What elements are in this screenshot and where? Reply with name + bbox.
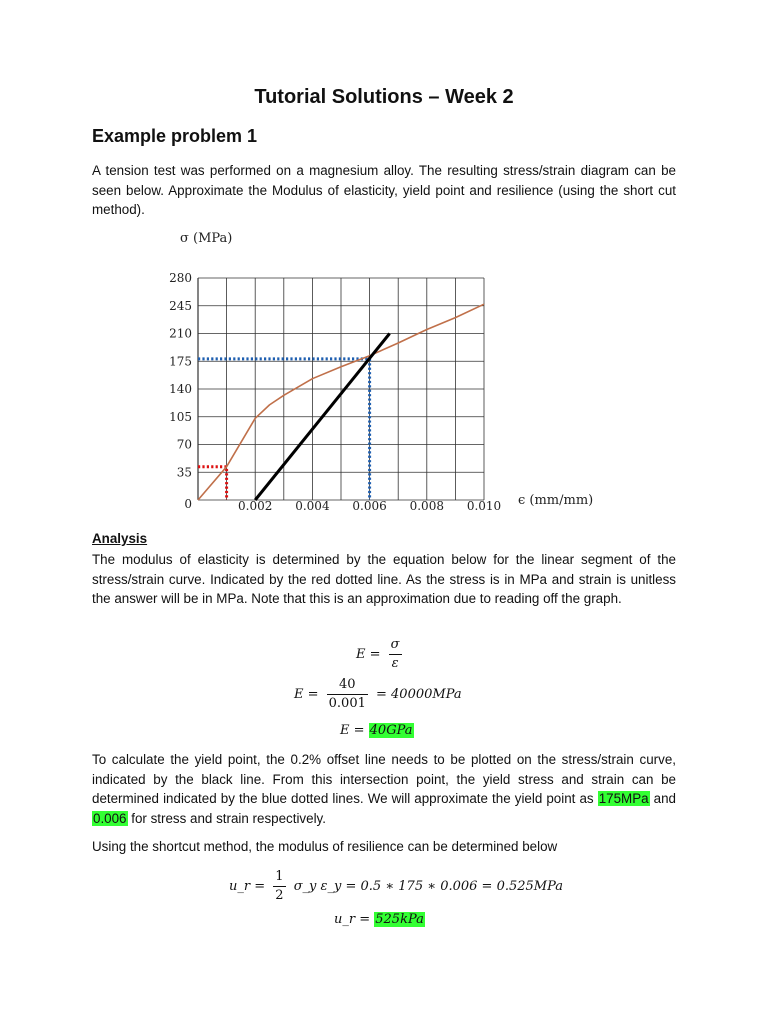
equation-modulus-definition — [356, 636, 406, 673]
analysis-heading: Analysis — [92, 531, 148, 546]
eq4-fraction — [273, 868, 285, 905]
resilience-paragraph: Using the shortcut method, the modulus of resilience can be determined below — [92, 839, 558, 854]
y-tick-label: 105 — [169, 409, 192, 424]
eq2-fraction — [327, 676, 368, 713]
eq3-lhs: E = — [340, 723, 369, 738]
y-tick-label: 210 — [169, 326, 192, 341]
eq2-lhs: E = — [294, 687, 319, 702]
yield-text-part2: and — [649, 791, 676, 807]
y-tick-label: 140 — [169, 382, 192, 396]
yield-strain-highlight: 0.006 — [93, 810, 127, 826]
y-axis-label: σ (MPa) — [180, 231, 233, 246]
modulus-result-highlight: 40GPa — [369, 723, 413, 738]
eq1-denominator: ε — [391, 656, 399, 671]
yield-paragraph — [92, 750, 676, 828]
eq4-lhs: u_r = — [229, 879, 266, 894]
chart-grid — [198, 278, 484, 500]
eq1-numerator: σ — [389, 636, 402, 655]
x-axis-label: ϵ (mm/mm) — [518, 493, 594, 508]
x-tick-label: 0.002 — [238, 499, 273, 513]
equation-modulus-calculation — [294, 676, 462, 713]
eq4-rest: σ_y ε_y = 0.5 ∗ 175 ∗ 0.006 = 0.525MPa — [293, 879, 564, 894]
yield-text-part3: for stress and strain respectively. — [127, 810, 326, 826]
yield-stress-highlight: 175MPa — [598, 791, 649, 807]
x-tick-label: 0.006 — [352, 499, 387, 513]
eq1-fraction — [389, 636, 402, 673]
equation-modulus-result — [340, 723, 414, 738]
chart-labels — [169, 231, 593, 513]
eq4-denominator: 2 — [275, 888, 284, 903]
equation-resilience-calculation — [229, 868, 563, 905]
eq5-lhs: u_r = — [334, 912, 375, 927]
equation-resilience-result — [334, 912, 425, 927]
y-tick-label: 175 — [169, 354, 192, 369]
page-title: Tutorial Solutions – Week 2 — [254, 86, 514, 108]
eq2-denominator: 0.001 — [328, 696, 366, 711]
eq4-numerator: 1 — [273, 868, 285, 887]
section-heading: Example problem 1 — [92, 126, 258, 146]
y-tick-label: 280 — [169, 271, 192, 285]
analysis-paragraph: The modulus of elasticity is determined by the equation below for the linear segment of the stress/strain curve. Indicated by the red dotted line. As the stress is in MPa and strain is unitless the answer will be in MPa. Note that this is an approximation due to reading off the graph. — [92, 552, 676, 607]
yield-text-part1: To calculate the yield point, the 0.2% offset line needs to be plotted on the stress/strain curve, indicated by the black line. From this intersection point, the yield stress and strain can be determined indicated by the blue dotted lines. We will approximate the yield point as — [92, 752, 676, 807]
x-tick-label: 0.010 — [466, 499, 502, 513]
eq2-rhs: = 40000MPa — [376, 687, 462, 702]
x-tick-label: 0.004 — [295, 499, 330, 513]
x-tick-label: 0.008 — [409, 499, 444, 513]
origin-label: 0 — [184, 497, 192, 511]
eq1-lhs: E = — [356, 647, 381, 662]
y-tick-label: 35 — [176, 465, 192, 480]
stress-strain-chart — [162, 224, 602, 519]
eq2-numerator: 40 — [327, 676, 368, 695]
y-tick-label: 245 — [169, 298, 192, 313]
intro-paragraph: A tension test was performed on a magnesium alloy. The resulting stress/strain diagram can be seen below. Approximate the Modulus of elasticity, yield point and resilience (using the short cut method). — [92, 163, 676, 218]
y-tick-label: 70 — [176, 437, 192, 452]
resilience-result-highlight: 525kPa — [375, 912, 424, 927]
